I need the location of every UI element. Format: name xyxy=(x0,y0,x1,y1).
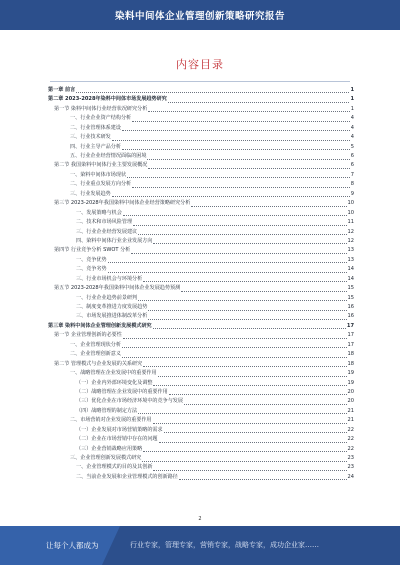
page-number: 2 xyxy=(198,516,202,522)
toc-leader-dots xyxy=(112,140,350,141)
toc-entry[interactable] xyxy=(48,114,354,123)
toc-entry-page: 23 xyxy=(347,464,354,471)
toc-leader-dots xyxy=(122,357,347,358)
toc-entry[interactable] xyxy=(48,322,354,331)
toc-entry[interactable] xyxy=(48,416,354,425)
toc-entry-label: 一、企业管理模式的目的及其创新 xyxy=(76,464,153,471)
toc-leader-dots xyxy=(169,394,347,395)
toc-entry-label: 五、行业企业经营情况面临的困境 xyxy=(70,153,147,160)
toc-entry-label: （二）企业在市场营销中存在的问题 xyxy=(76,436,158,443)
toc-entry[interactable] xyxy=(48,435,354,444)
toc-entry-label: 二、企业管理创新意义 xyxy=(70,351,121,358)
toc-entry-label: 一、发展策略与机会 xyxy=(76,209,122,216)
toc-entry-label: （一）企业内外部环境变化及调整 xyxy=(76,379,153,386)
toc-entry-label: 三、行业发展趋势 xyxy=(70,190,111,197)
toc-entry-page: 4 xyxy=(350,134,354,141)
toc-leader-dots xyxy=(122,130,350,131)
toc-entry-page: 19 xyxy=(347,379,354,386)
toc-entry-label: 第一节 染料中间体行业经营状况研究分析 xyxy=(54,105,148,112)
toc-leader-dots xyxy=(133,225,346,226)
toc-leader-dots xyxy=(148,168,349,169)
toc-entry-label: 二、行业重点发展方向分析 xyxy=(70,181,132,188)
toc-entry-page: 16 xyxy=(347,313,354,320)
toc-entry-label: 三、市场发展推进体制改革分析 xyxy=(76,313,148,320)
toc-entry-page: 17 xyxy=(346,322,354,329)
toc-entry-label: 第三节 2023-2028年我国染料中间体企业经营策略研究分析 xyxy=(54,200,191,207)
toc-entry-label: 二、制度变革推进力度发展趋势 xyxy=(76,304,148,311)
toc-leader-dots xyxy=(147,159,349,160)
toc-entry-label: 二、当前企业发展和企业管理模式的创新路径 xyxy=(76,473,178,480)
footer-slogan-right: 行业专家，管理专家，营销专家，战略专家，成功企业家…… xyxy=(130,541,319,549)
toc-entry-label: 四、行业主导产品分析 xyxy=(70,143,121,150)
toc-entry[interactable] xyxy=(48,209,354,218)
report-title: 染料中间体企业管理创新策略研究报告 xyxy=(114,11,285,22)
toc-entry[interactable] xyxy=(48,369,354,378)
toc-entry-label: 一、战略管理在企业发展中的重要作用 xyxy=(70,370,157,377)
toc-entry-label: 三、行业市场机会与环境分析 xyxy=(76,275,143,282)
table-of-contents xyxy=(48,86,354,482)
toc-entry[interactable] xyxy=(48,133,354,142)
toc-entry-label: 二、行业管理体系建设 xyxy=(70,124,121,131)
toc-entry-label: 一、行业企业趋势前景研判 xyxy=(76,294,138,301)
toc-leader-dots xyxy=(122,347,347,348)
toc-entry-page: 21 xyxy=(347,417,354,424)
toc-entry-page: 18 xyxy=(347,351,354,358)
toc-entry-page: 1 xyxy=(350,96,354,103)
toc-entry[interactable] xyxy=(48,180,354,189)
toc-entry-page: 4 xyxy=(350,115,354,122)
toc-entry-label: 一、竞争优势 xyxy=(76,256,107,263)
toc-entry-page: 19 xyxy=(347,370,354,377)
toc-leader-dots xyxy=(153,470,346,471)
toc-leader-dots xyxy=(181,291,346,292)
toc-entry-label: 第一节 企业管理创新的必要性 xyxy=(54,332,122,339)
footer-banner xyxy=(0,526,400,565)
toc-entry[interactable] xyxy=(48,397,354,406)
toc-entry[interactable] xyxy=(48,445,354,454)
toc-entry-label: 一、企业管理现状分析 xyxy=(70,341,121,348)
toc-entry[interactable] xyxy=(48,218,354,227)
toc-entry-page: 23 xyxy=(347,455,354,462)
toc-entry-page: 17 xyxy=(347,332,354,339)
toc-leader-dots xyxy=(153,385,346,386)
toc-entry-page: 8 xyxy=(350,181,354,188)
toc-leader-dots xyxy=(123,215,347,216)
toc-entry[interactable] xyxy=(48,331,354,340)
toc-entry-page: 6 xyxy=(350,153,354,160)
toc-entry-page: 13 xyxy=(347,247,354,254)
toc-leader-dots xyxy=(108,272,347,273)
toc-entry-label: 第一章 前言 xyxy=(48,86,76,93)
toc-entry[interactable] xyxy=(48,256,354,265)
toc-leader-dots xyxy=(168,102,350,103)
toc-leader-dots xyxy=(148,111,349,112)
toc-entry-page: 10 xyxy=(347,200,354,207)
toc-leader-dots xyxy=(148,310,346,311)
toc-entry-label: （三）优化企业在市场经济环境中的竞争与发展 xyxy=(76,398,183,405)
toc-leader-dots xyxy=(138,234,346,235)
toc-entry[interactable] xyxy=(48,454,354,463)
toc-entry-label: 第二章 2023-2028年染料中间体市场发展趋势研究 xyxy=(48,96,167,103)
toc-entry-label: 二、技术和市场风险管理 xyxy=(76,219,133,226)
toc-entry[interactable] xyxy=(48,407,354,416)
toc-entry[interactable] xyxy=(48,162,354,171)
toc-entry-page: 6 xyxy=(350,162,354,169)
toc-entry-page: 22 xyxy=(347,426,354,433)
toc-entry-page: 22 xyxy=(347,436,354,443)
toc-leader-dots xyxy=(132,121,350,122)
toc-entry-label: 三、行业企业经营发展建议 xyxy=(76,228,138,235)
toc-entry-page: 16 xyxy=(347,304,354,311)
toc-entry[interactable] xyxy=(48,228,354,237)
toc-entry-page: 20 xyxy=(347,398,354,405)
toc-entry[interactable] xyxy=(48,105,354,114)
toc-leader-dots xyxy=(108,262,347,263)
toc-leader-dots xyxy=(123,338,347,339)
footer-slogan-left: 让每个人都成为 xyxy=(46,541,99,550)
toc-entry-page: 21 xyxy=(347,407,354,414)
toc-entry-label: 三、企业管理创新发展模式研究 xyxy=(70,455,142,462)
toc-leader-dots xyxy=(138,413,346,414)
toc-entry-label: （一）企业发展对市场营销策略的需求 xyxy=(76,426,163,433)
toc-entry[interactable] xyxy=(48,143,354,152)
toc-leader-dots xyxy=(159,442,347,443)
toc-divider xyxy=(50,81,350,82)
toc-entry-page: 20 xyxy=(347,388,354,395)
toc-entry[interactable] xyxy=(48,426,354,435)
toc-leader-dots xyxy=(142,461,346,462)
toc-leader-dots xyxy=(158,376,347,377)
toc-leader-dots xyxy=(143,281,346,282)
toc-leader-dots xyxy=(179,479,347,480)
toc-entry[interactable] xyxy=(48,303,354,312)
toc-entry[interactable] xyxy=(48,313,354,322)
toc-entry[interactable] xyxy=(48,464,354,473)
toc-entry[interactable] xyxy=(48,237,354,246)
toc-entry-page: 13 xyxy=(347,256,354,263)
toc-entry-page: 10 xyxy=(347,209,354,216)
toc-entry-page: 14 xyxy=(347,275,354,282)
toc-entry-page: 12 xyxy=(347,228,354,235)
toc-entry[interactable] xyxy=(48,199,354,208)
toc-leader-dots xyxy=(131,253,346,254)
toc-entry-label: 一、行业企业资产结构分析 xyxy=(70,115,132,122)
toc-heading: 内容目录 xyxy=(176,58,224,71)
toc-entry-page: 12 xyxy=(347,237,354,244)
toc-entry-page: 15 xyxy=(347,294,354,301)
toc-entry-page: 11 xyxy=(347,219,354,226)
toc-entry[interactable] xyxy=(48,284,354,293)
toc-leader-dots xyxy=(143,366,346,367)
toc-entry[interactable] xyxy=(48,341,354,350)
toc-leader-dots xyxy=(138,300,346,301)
toc-entry[interactable] xyxy=(48,265,354,274)
toc-entry-label: 第五节 2023-2028年我国染料中间体企业发展趋势预测 xyxy=(54,285,181,292)
toc-entry-label: 四、染料中间体行业企业发展方向 xyxy=(76,237,153,244)
toc-entry[interactable] xyxy=(48,275,354,284)
toc-entry-page: 24 xyxy=(347,473,354,480)
toc-leader-dots xyxy=(191,206,346,207)
toc-entry[interactable] xyxy=(48,350,354,359)
toc-entry-page: 17 xyxy=(347,341,354,348)
toc-entry[interactable] xyxy=(48,86,354,95)
toc-entry-label: 三、行业技术研发 xyxy=(70,134,111,141)
toc-leader-dots xyxy=(76,92,349,93)
toc-entry-page: 1 xyxy=(350,105,354,112)
toc-entry-page: 14 xyxy=(347,266,354,273)
toc-entry-label: （三）企业营销战略应用策略 xyxy=(76,445,143,452)
toc-entry-label: 一、染料中间体市场现状 xyxy=(70,171,127,178)
toc-entry[interactable] xyxy=(48,388,354,397)
toc-entry-label: （二）战略管理在企业发展中的重要作用 xyxy=(76,388,168,395)
toc-leader-dots xyxy=(164,432,347,433)
toc-entry[interactable] xyxy=(48,360,354,369)
toc-entry[interactable] xyxy=(48,473,354,482)
toc-entry-label: 第二节 我国染料中间体行业主要发展概况 xyxy=(54,162,148,169)
toc-entry-page: 5 xyxy=(350,143,354,150)
toc-entry[interactable] xyxy=(48,95,354,104)
toc-entry-label: 第三章 染料中间体企业管理创新发展模式研究 xyxy=(48,322,152,329)
toc-entry-page: 4 xyxy=(350,124,354,131)
toc-leader-dots xyxy=(148,319,346,320)
toc-entry[interactable] xyxy=(48,152,354,161)
toc-leader-dots xyxy=(153,243,346,244)
toc-leader-dots xyxy=(184,404,347,405)
toc-entry[interactable] xyxy=(48,246,354,255)
toc-entry[interactable] xyxy=(48,124,354,133)
toc-entry[interactable] xyxy=(48,190,354,199)
toc-entry-page: 22 xyxy=(347,445,354,452)
report-header-banner xyxy=(0,0,400,30)
toc-entry-page: 7 xyxy=(350,171,354,178)
toc-entry-page: 18 xyxy=(347,360,354,367)
toc-entry-label: 第四节 行业竞争分析 SWOT 分析 xyxy=(54,247,131,254)
toc-leader-dots xyxy=(122,149,350,150)
toc-entry-page: 9 xyxy=(350,190,354,197)
toc-entry-label: 二、市场营销对企业发展的重要作用 xyxy=(70,417,152,424)
toc-leader-dots xyxy=(143,451,346,452)
toc-leader-dots xyxy=(127,177,350,178)
toc-entry-label: 第二节 管理模式与企业发展的关系研究 xyxy=(54,360,143,367)
toc-entry[interactable] xyxy=(48,379,354,388)
toc-entry-label: 二、竞争劣势 xyxy=(76,266,107,273)
toc-leader-dots xyxy=(112,196,350,197)
toc-entry-page: 15 xyxy=(347,285,354,292)
toc-entry-page: 1 xyxy=(350,86,354,93)
toc-entry-label: （四）战略管理的制定方法 xyxy=(76,407,138,414)
toc-leader-dots xyxy=(153,328,346,329)
toc-entry[interactable] xyxy=(48,294,354,303)
toc-leader-dots xyxy=(132,187,350,188)
toc-entry[interactable] xyxy=(48,171,354,180)
toc-leader-dots xyxy=(153,423,347,424)
